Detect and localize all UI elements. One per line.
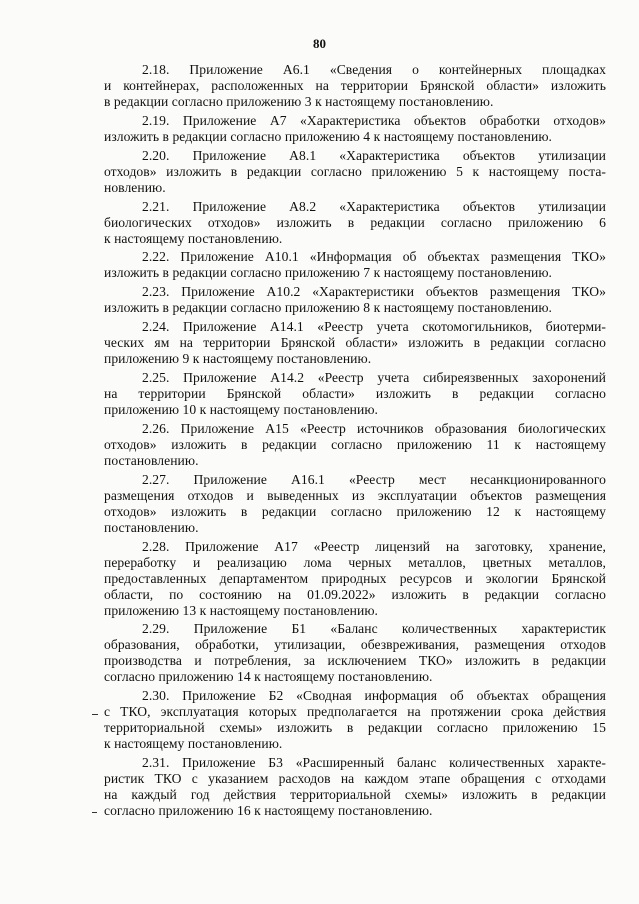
paragraph-line: новлению. <box>104 179 166 195</box>
paragraph-line: в редакции согласно приложению 3 к настоящему постановлению. <box>104 93 494 109</box>
paragraph <box>104 148 606 196</box>
paragraph-line: постановлению. <box>104 519 199 535</box>
paragraph-line: биологических отходов» изложить в редакции согласно приложению 6 <box>104 214 606 230</box>
paragraph-first-line: 2.29. Приложение Б1 «Баланс количественных характеристик <box>142 621 606 637</box>
paragraph-line: отходов» изложить в редакции согласно приложению 5 к настоящему поста- <box>104 163 606 179</box>
paragraph-first-line: 2.19. Приложение А7 «Характеристика объектов обработки отходов» <box>142 112 606 128</box>
paragraph-first-line: 2.30. Приложение Б2 «Сводная информация об объектах обращения <box>142 688 606 704</box>
paragraph-first-line: 2.24. Приложение А14.1 «Реестр учета скотомогильников, биотерми- <box>142 319 606 335</box>
paragraph-line: ческих ям на территории Брянской области» изложить в редакции согласно <box>104 335 606 351</box>
paragraph-first-line: 2.21. Приложение А8.2 «Характеристика объектов утилизации <box>142 198 606 214</box>
paragraph-line: согласно приложению 14 к настоящему постановлению. <box>104 669 433 685</box>
paragraph-line: отходов» изложить в редакции согласно приложению 11 к настоящему <box>104 436 606 452</box>
paragraph-line: приложению 9 к настоящему постановлению. <box>104 351 372 367</box>
paragraph-first-line: 2.25. Приложение А14.2 «Реестр учета сибиреязвенных захоронений <box>142 370 606 386</box>
paragraph-line: приложению 13 к настоящему постановлению. <box>104 602 378 618</box>
paragraph <box>104 755 606 819</box>
paragraph-line: и контейнерах, расположенных на территории Брянской области» изложить <box>104 77 606 93</box>
paragraph-line: изложить в редакции согласно приложению 8 к настоящему постановлению. <box>104 300 552 316</box>
paragraph-first-line: 2.18. Приложение А6.1 «Сведения о контейнерных площадках <box>142 62 606 77</box>
paragraph-line: территориальной схемы» изложить в редакции согласно приложению 15 <box>104 720 606 736</box>
paragraph <box>104 688 606 752</box>
paragraph-line: отходов» изложить в редакции согласно приложению 12 к настоящему <box>104 503 606 519</box>
paragraph <box>104 539 606 619</box>
paragraph-line: изложить в редакции согласно приложению 4 к настоящему постановлению. <box>104 128 552 144</box>
scan-mark <box>92 812 97 813</box>
paragraph <box>104 62 606 110</box>
paragraph <box>104 284 606 316</box>
paragraph <box>104 249 606 281</box>
paragraph-line: постановлению. <box>104 452 199 468</box>
paragraph <box>104 421 606 469</box>
paragraph-line: области, по состоянию на 01.09.2022» изложить в редакции согласно <box>104 586 606 602</box>
paragraph-first-line: 2.26. Приложение А15 «Реестр источников образования биологических <box>142 421 606 437</box>
paragraph-line: образования, обработки, утилизации, обезвреживания, размещения отходов <box>104 637 606 653</box>
paragraph-line: на каждый год действия территориальной схемы» изложить в редакции <box>104 786 606 802</box>
document-body <box>104 62 606 822</box>
paragraph-line: ристик ТКО с указанием расходов на каждом этапе обращения с отходами <box>104 771 606 787</box>
scan-mark <box>92 714 98 715</box>
page-number: 80 <box>313 36 326 51</box>
paragraph-line: приложению 10 к настоящему постановлению. <box>104 402 378 418</box>
paragraph-line: размещения отходов и выведенных из эксплуатации объектов размещения <box>104 487 606 503</box>
paragraph-first-line: 2.31. Приложение Б3 «Расширенный баланс количественных характе- <box>142 755 606 771</box>
paragraph <box>104 113 606 145</box>
paragraph-line: к настоящему постановлению. <box>104 230 283 246</box>
paragraph-first-line: 2.28. Приложение А17 «Реестр лицензий на заготовку, хранение, <box>142 538 606 554</box>
paragraph-line: с ТКО, эксплуатация которых предполагается на протяжении срока действия <box>104 704 606 720</box>
paragraph-line: переработку и реализацию лома черных металлов, цветных металлов, <box>104 554 606 570</box>
paragraph <box>104 370 606 418</box>
paragraph-line: изложить в редакции согласно приложению 7 к настоящему постановлению. <box>104 265 552 281</box>
paragraph-first-line: 2.27. Приложение А16.1 «Реестр мест несанкционированного <box>142 471 606 487</box>
paragraph <box>104 199 606 247</box>
paragraph <box>104 319 606 367</box>
paragraph-line: согласно приложению 16 к настоящему постановлению. <box>104 802 433 818</box>
paragraph <box>104 472 606 536</box>
paragraph-line: производства и потребления, за исключением ТКО» изложить в редакции <box>104 653 606 669</box>
paragraph <box>104 621 606 685</box>
paragraph-first-line: 2.22. Приложение А10.1 «Информация об объектах размещения ТКО» <box>142 249 606 265</box>
paragraph-first-line: 2.23. Приложение А10.2 «Характеристики объектов размещения ТКО» <box>142 284 606 300</box>
paragraph-first-line: 2.20. Приложение А8.1 «Характеристика объектов утилизации <box>142 147 606 163</box>
paragraph-line: к настоящему постановлению. <box>104 736 283 752</box>
paragraph-line: на территории Брянской области» изложить в редакции согласно <box>104 386 606 402</box>
paragraph-line: предоставленных департаментом природных ресурсов и экологии Брянской <box>104 570 606 586</box>
